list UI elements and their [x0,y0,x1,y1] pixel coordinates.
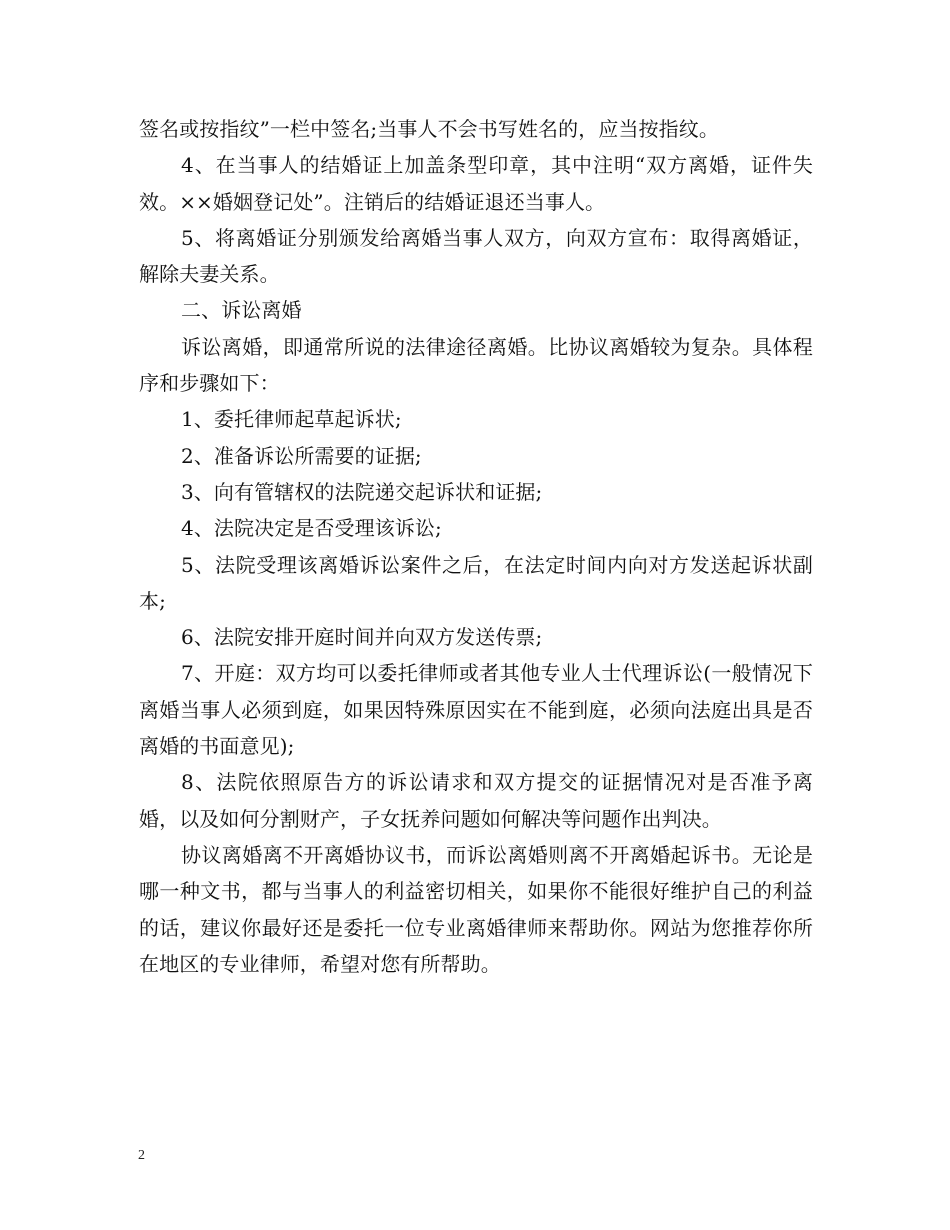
list-item-2: 2、准备诉讼所需要的证据; [181,443,422,468]
paragraph-continuation: 签名或按指纹”一栏中签名;当事人不会书写姓名的，应当按指纹。 [139,117,719,141]
list-item-4: 4、法院决定是否受理该诉讼; [181,516,442,541]
list-item-7: 7、开庭：双方均可以委托律师或者其他专业人士代理诉讼(一般情况下离婚当事人必须到庭，如果因特殊原因实在不能到庭，必须向法庭出具是否离婚的书面意见); [139,661,813,759]
list-item-3: 3、向有管辖权的法院递交起诉状和证据; [181,479,543,504]
list-item-8: 8、法院依照原告方的诉讼请求和双方提交的证据情况对是否准予离婚，以及如何分割财产，子女抚养问题如何解决等问题作出判决。 [139,770,813,831]
list-item-5: 5、法院受理该离婚诉讼案件之后，在法定时间内向对方发送起诉状副本; [139,552,813,613]
list-item-1: 1、委托律师起草起诉状; [181,407,402,432]
paragraph-litigation-intro: 诉讼离婚，即通常所说的法律途径离婚。比协议离婚较为复杂。具体程序和步骤如下： [139,334,813,396]
section-heading-litigation: 二、诉讼离婚 [181,298,302,323]
page-number: 2 [138,1148,145,1163]
document-body [139,111,813,982]
paragraph-step-5-certificate: 5、将离婚证分别颁发给离婚当事人双方，向双方宣布：取得离婚证，解除夫妻关系。 [139,225,813,287]
list-item-6: 6、法院安排开庭时间并向双方发送传票; [181,625,543,650]
paragraph-conclusion: 协议离婚离不开离婚协议书，而诉讼离婚则离不开离婚起诉书。无论是哪一种文书，都与当事人的利益密切相关，如果你不能很好维护自己的利益的话，建议你最好还是委托一位专业离婚律师来帮助你。网站为您推荐你所在地区的专业律师，希望对您有所帮助。 [139,842,813,976]
paragraph-step-4-stamp: 4、在当事人的结婚证上加盖条型印章，其中注明“双方离婚，证件失效。××婚姻登记处”。注销后的结婚证退还当事人。 [139,153,813,214]
